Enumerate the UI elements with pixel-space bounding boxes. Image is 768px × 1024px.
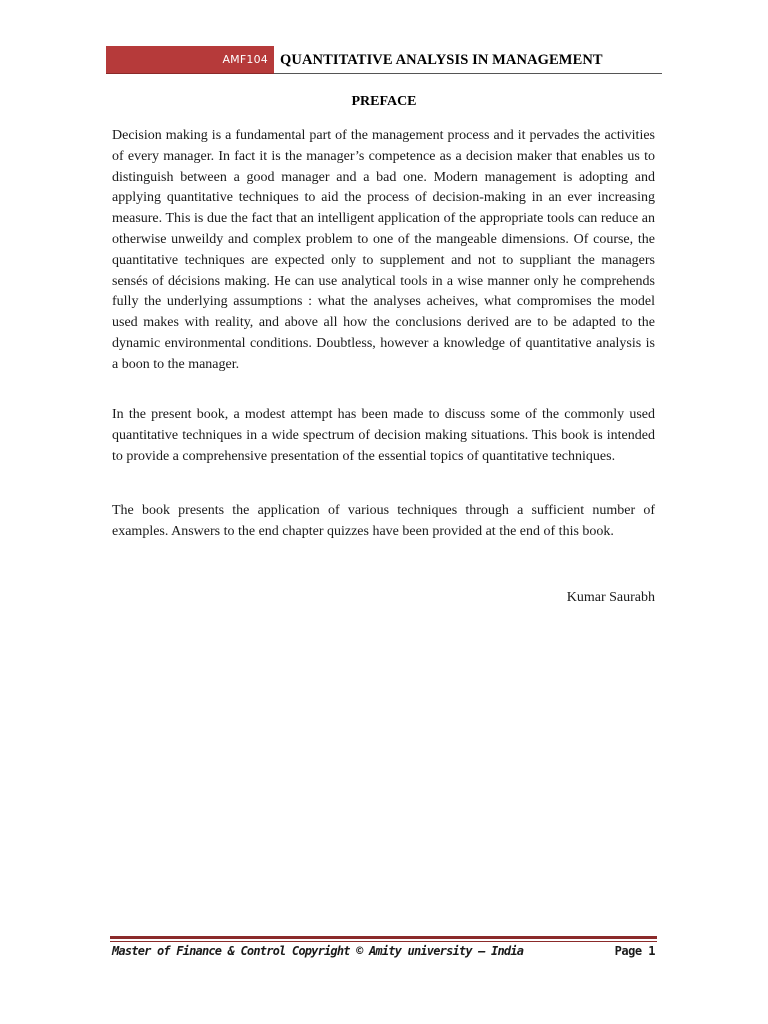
footer-divider-thin [110,941,657,942]
page-number: Page 1 [614,944,655,958]
page-title: PREFACE [351,94,417,109]
course-title: QUANTITATIVE ANALYSIS IN MANAGEMENT [280,52,603,68]
paragraph-1: Decision making is a fundamental part of the management process and it pervades the activities of every manager. In fact it is the manager’s competence as a decision maker that enables us to distinguish between a good manager and a bad one. Modern management is adopting and applying quantitative techniques to aid the process of decision-making in an ever increasing measure. This is due the fact that an intelligent application of the appropriate tools can reduce an otherwise unweildy and complex problem to one of the mangeable dimensions. Of course, the quantitative techniques are expected only to supplement and not to suppliant the managers sensés of décisions making. He can use analytical tools in a wise manner only he comprehends fully the underlying assumptions : what the analyses acheives, what compromises the model used makes with reality, and above all how the conclusions derived are to be adapted to the dynamic environmental conditions. Doubtless, however a knowledge of quantitative analysis is a boon to the manager. [112,128,655,372]
course-code-tab [106,46,274,74]
author-signature: Kumar Saurabh [566,590,655,605]
course-code: AMF104 [222,53,268,66]
paragraph-3: The book presents the application of various techniques through a sufficient number of examples. Answers to the end chapter quizzes have been provided at the end of this book. [112,503,655,539]
footer-divider-thick [110,936,657,939]
footer-copyright: Master of Finance & Control Copyright © Amity university – India [112,944,524,958]
header-divider [274,73,662,74]
page-header [106,46,662,74]
paragraph-2: In the present book, a modest attempt has been made to discuss some of the commonly used quantitative techniques in a wide spectrum of decision making situations. This book is intended to provide a comprehensive presentation of the essential topics of quantitative techniques. [112,407,655,464]
